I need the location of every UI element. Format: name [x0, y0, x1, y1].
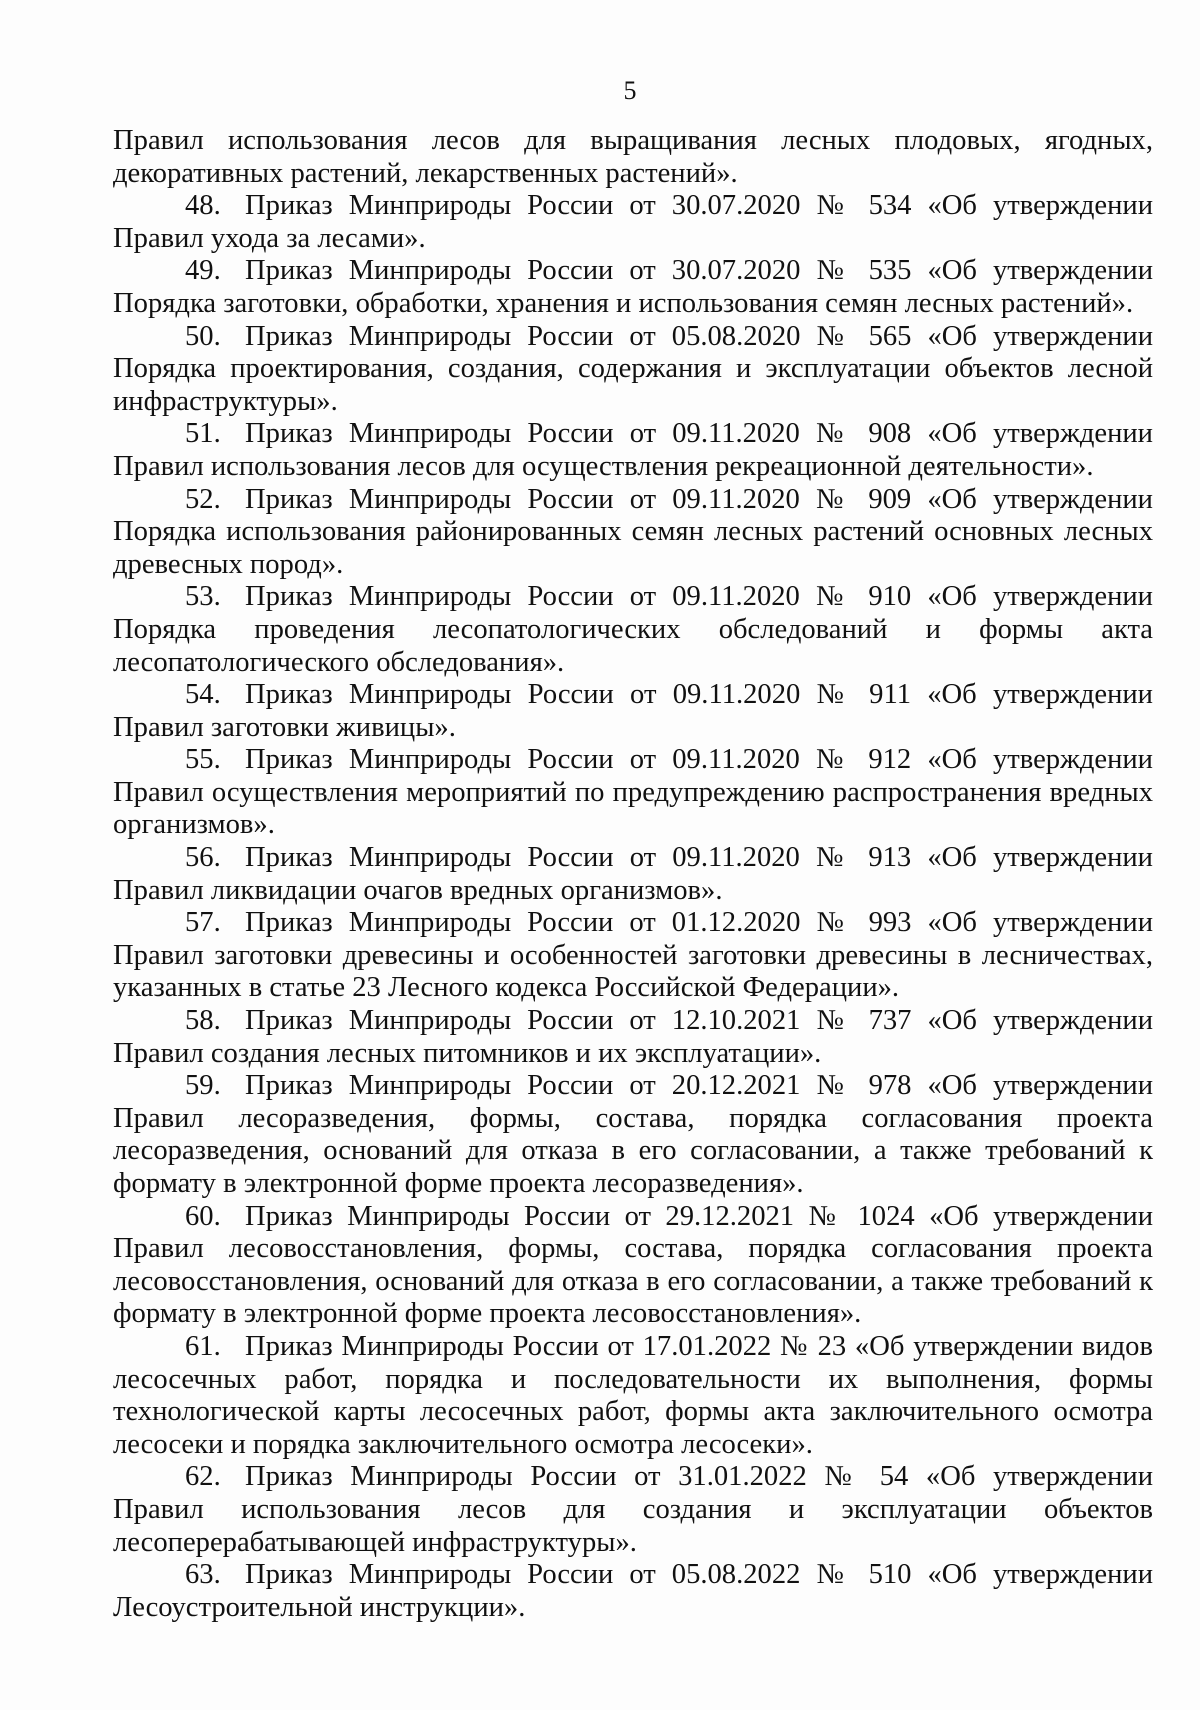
- list-item: [113, 1559, 1153, 1624]
- document-body: [113, 125, 1153, 1624]
- list-item-number: 62.: [185, 1461, 221, 1493]
- list-item-text: Приказ Минприроды России от 20.12.2021 № 978 «Об утверждении Правил лесоразведения, формы, состава, порядка согласования проекта лесоразведения, оснований для отказа в его согласовании, а также требований к формату в электронной форме проекта лесоразведения».: [113, 1070, 1153, 1199]
- list-item-text: Приказ Минприроды России от 09.11.2020 № 909 «Об утверждении Порядка использования районированных семян лесных растений основных лесных древесных пород».: [113, 483, 1153, 580]
- list-item: [113, 1461, 1153, 1559]
- list-item-number: 55.: [185, 744, 221, 776]
- list-item-text: Приказ Минприроды России от 09.11.2020 № 908 «Об утверждении Правил использования лесов для осуществления рекреационной деятельности».: [113, 418, 1153, 482]
- list-item-text: Приказ Минприроды России от 09.11.2020 № 913 «Об утверждении Правил ликвидации очагов вредных организмов».: [113, 842, 1153, 906]
- list-item: [113, 1070, 1153, 1200]
- list-item-text: Приказ Минприроды России от 09.11.2020 № 910 «Об утверждении Порядка проведения лесопатологических обследований и формы акта лесопатологического обследования».: [113, 581, 1153, 678]
- list-item-text: Приказ Минприроды России от 09.11.2020 № 911 «Об утверждении Правил заготовки живицы».: [113, 679, 1153, 743]
- page-number: 5: [623, 76, 637, 105]
- list-item: [113, 255, 1153, 320]
- list-item-text: Приказ Минприроды России от 30.07.2020 № 535 «Об утверждении Порядка заготовки, обработки, хранения и использования семян лесных растений».: [113, 255, 1153, 319]
- list-item: [113, 1331, 1153, 1461]
- list-item: [113, 842, 1153, 907]
- list-item-text: Приказ Минприроды России от 09.11.2020 № 912 «Об утверждении Правил осуществления мероприятий по предупреждению распространения вредных организмов».: [113, 744, 1153, 841]
- order-list: [113, 190, 1153, 1624]
- list-item-number: 49.: [185, 255, 221, 287]
- list-item-text: Приказ Минприроды России от 31.01.2022 № 54 «Об утверждении Правил использования лесов для создания и эксплуатации объектов лесоперерабатывающей инфраструктуры».: [113, 1461, 1153, 1558]
- list-item: [113, 907, 1153, 1005]
- list-item-number: 50.: [185, 320, 221, 352]
- list-item-text: Приказ Минприроды России от 29.12.2021 № 1024 «Об утверждении Правил лесовосстановления, формы, состава, порядка согласования проекта лесовосстановления, оснований для отказа в его согласовании, а также требований к формату в электронной форме проекта лесовосстановления».: [113, 1200, 1153, 1330]
- list-item-number: 58.: [185, 1005, 221, 1037]
- list-item-text: Приказ Минприроды России от 12.10.2021 № 737 «Об утверждении Правил создания лесных питомников и их эксплуатации».: [113, 1005, 1153, 1069]
- list-item-number: 60.: [185, 1200, 221, 1232]
- list-item: [113, 679, 1153, 744]
- list-item: [113, 418, 1153, 483]
- list-item: [113, 484, 1153, 582]
- list-item-number: 61.: [185, 1330, 221, 1362]
- list-item: [113, 1201, 1153, 1331]
- list-item-number: 53.: [185, 581, 221, 613]
- list-item-text: Приказ Минприроды России от 05.08.2022 № 510 «Об утверждении Лесоустроительной инструкции».: [113, 1559, 1153, 1623]
- list-item-text: Приказ Минприроды России от 30.07.2020 № 534 «Об утверждении Правил ухода за лесами».: [113, 190, 1153, 254]
- list-item-number: 59.: [185, 1070, 221, 1102]
- list-item: [113, 581, 1153, 679]
- list-item: [113, 321, 1153, 419]
- list-item-text: Приказ Минприроды России от 05.08.2020 № 565 «Об утверждении Порядка проектирования, создания, содержания и эксплуатации объектов лесной инфраструктуры».: [113, 320, 1153, 417]
- list-item-text: Приказ Минприроды России от 17.01.2022 № 23 «Об утверждении видов лесосечных работ, порядка и последовательности их выполнения, формы технологической карты лесосечных работ, формы акта заключительного осмотра лесосеки и порядка заключительного осмотра лесосеки».: [113, 1330, 1153, 1460]
- list-item-number: 57.: [185, 907, 221, 939]
- list-item-number: 51.: [185, 418, 221, 450]
- list-item-text: Приказ Минприроды России от 01.12.2020 № 993 «Об утверждении Правил заготовки древесины и особенностей заготовки древесины в лесничествах, указанных в статье 23 Лесного кодекса Российской Федерации».: [113, 907, 1153, 1004]
- list-item-number: 52.: [185, 483, 221, 515]
- list-item: [113, 1005, 1153, 1070]
- list-item: [113, 744, 1153, 842]
- continued-paragraph: Правил использования лесов для выращивания лесных плодовых, ягодных, декоративных растений, лекарственных растений».: [113, 125, 1153, 189]
- list-item-number: 54.: [185, 679, 221, 711]
- list-item-number: 48.: [185, 190, 221, 222]
- list-item-number: 56.: [185, 842, 221, 874]
- list-item-number: 63.: [185, 1559, 221, 1591]
- list-item: [113, 190, 1153, 255]
